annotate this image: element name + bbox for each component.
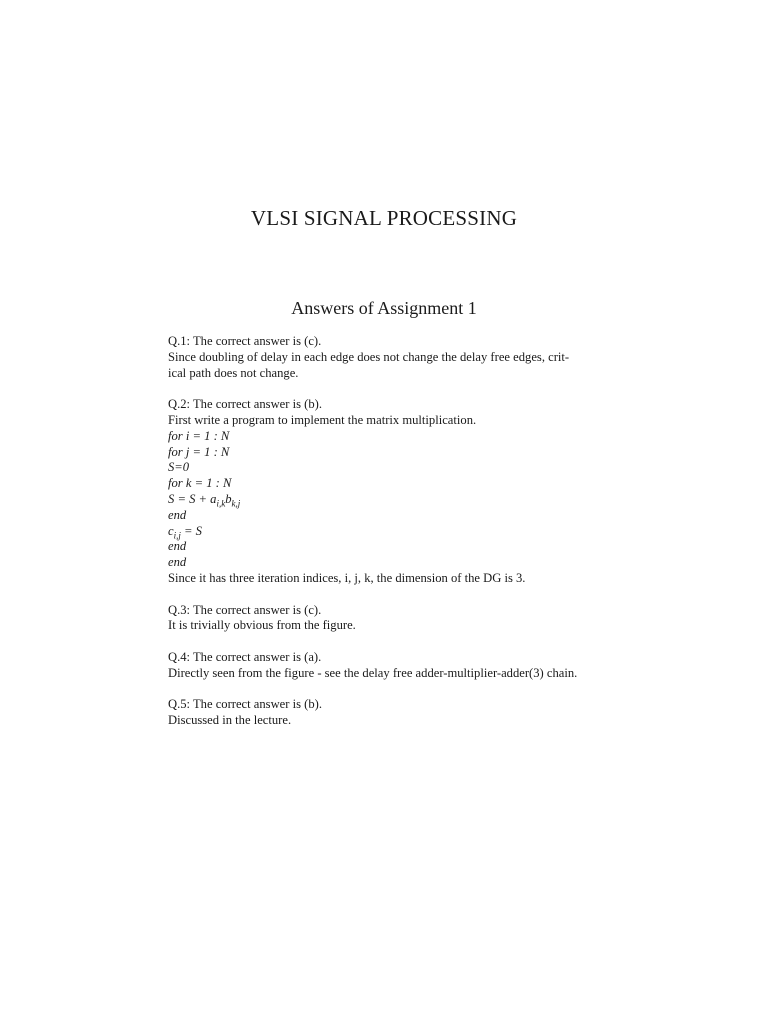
answer-q2-conclusion: Since it has three iteration indices, i, j, k, the dimension of the DG is 3. xyxy=(168,570,526,585)
code-line-s-init: S=0 xyxy=(168,460,190,475)
code-line-s-update xyxy=(168,492,608,508)
code-s-update-sub-ik: i,k xyxy=(216,498,226,509)
code-s-update-b: b xyxy=(225,491,232,506)
code-c-rhs: = S xyxy=(180,523,202,538)
code-line-end: end xyxy=(168,507,187,522)
code-line-for-k: for k = 1 : N xyxy=(168,476,232,491)
answer-q4-line: Directly seen from the figure - see the delay free adder-multiplier-adder(3) chain. xyxy=(168,665,578,680)
code-line-for-j: for j = 1 : N xyxy=(168,444,230,459)
code-line-c-assign xyxy=(168,524,608,540)
page-subtitle: Answers of Assignment 1 xyxy=(291,298,477,318)
code-s-update-sub-kj: k,j xyxy=(231,498,241,509)
answer-q3-heading: Q.3: The correct answer is (c). xyxy=(168,602,322,617)
answers-body xyxy=(168,334,608,729)
answer-q5-heading: Q.5: The correct answer is (b). xyxy=(168,697,322,712)
page-title: VLSI SIGNAL PROCESSING xyxy=(250,206,518,230)
answer-q3-line: It is trivially obvious from the figure. xyxy=(168,618,356,633)
answer-q2-heading: Q.2: The correct answer is (b). xyxy=(168,397,322,412)
answer-q1-line: ical path does not change. xyxy=(168,365,299,380)
answer-q2-intro: First write a program to implement the matrix multiplication. xyxy=(168,412,477,427)
code-line-end: end xyxy=(168,555,187,570)
code-s-update-lhs: S = S + a xyxy=(168,491,217,506)
answer-q1-heading: Q.1: The correct answer is (c). xyxy=(168,334,322,348)
answer-q5-line: Discussed in the lecture. xyxy=(168,713,292,728)
answer-q4-heading: Q.4: The correct answer is (a). xyxy=(168,649,322,664)
code-line-for-i: for i = 1 : N xyxy=(168,428,230,443)
code-c-sub-ij: i,j xyxy=(173,530,181,541)
answer-q1-line: Since doubling of delay in each edge does not change the delay free edges, crit- xyxy=(168,349,570,364)
code-c-lhs: c xyxy=(168,523,174,538)
code-line-end: end xyxy=(168,539,187,554)
